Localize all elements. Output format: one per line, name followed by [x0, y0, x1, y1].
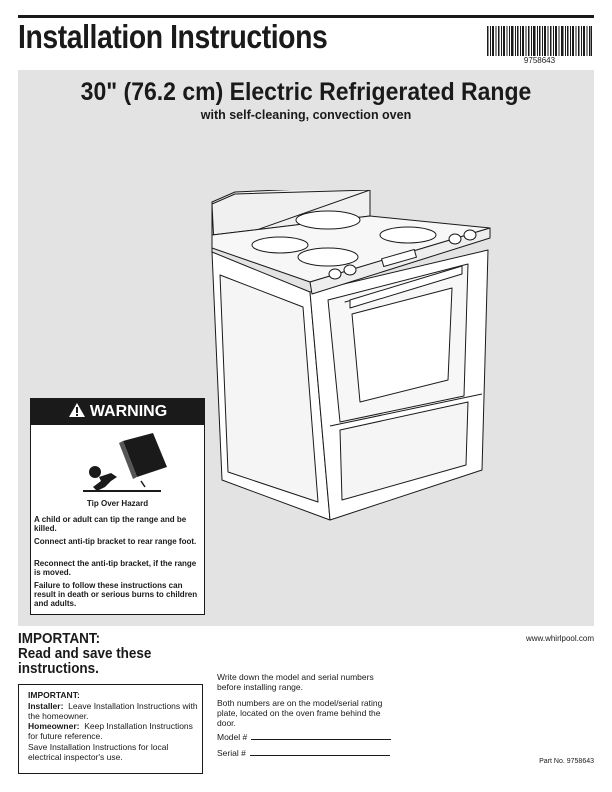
barcode — [487, 26, 592, 56]
important-heading — [18, 632, 151, 677]
website-link[interactable]: www.whirlpool.com — [525, 634, 594, 643]
rating-plate-location: Both numbers are on the model/serial rating plate, located on the oven frame behind the door. — [217, 698, 383, 728]
important-heading-line: Read and save these — [18, 646, 152, 662]
serial-number-field[interactable] — [217, 747, 390, 758]
model-label: Model # — [217, 732, 248, 742]
tip-over-hazard-icon — [71, 431, 171, 496]
important-heading-line: IMPORTANT: — [18, 631, 101, 647]
serial-number-line[interactable] — [250, 747, 390, 756]
important-note-box — [18, 684, 203, 774]
product-subtitle: with self-cleaning, convection oven — [200, 108, 412, 122]
installer-note — [28, 702, 200, 722]
warning-header-label: WARNING — [89, 403, 168, 420]
product-title: 30" (76.2 cm) Electric Refrigerated Range — [80, 78, 532, 106]
important-heading-line: instructions. — [18, 661, 99, 677]
installer-label: Installer: — [28, 701, 64, 711]
warning-box — [30, 398, 205, 615]
hazard-title: Tip Over Hazard — [86, 499, 149, 508]
warning-header — [31, 399, 204, 425]
serial-label: Serial # — [217, 748, 246, 758]
important-note-title: IMPORTANT: — [28, 690, 80, 700]
warning-line: Failure to follow these instructions can result in death or serious burns to children and adults. — [34, 581, 198, 608]
record-instructions: Write down the model and serial numbers before installing range. — [217, 672, 374, 692]
homeowner-text: Keep Installation Instructions for future reference. — [28, 721, 193, 741]
inspector-note: Save Installation Instructions for local electrical inspector's use. — [28, 742, 169, 762]
barcode-number: 9758643 — [523, 56, 556, 65]
document-title: Installation Instructions — [18, 18, 328, 55]
model-number-field[interactable] — [217, 731, 391, 742]
warning-triangle-icon — [68, 402, 86, 418]
installer-text: Leave Installation Instructions with the homeowner. — [28, 701, 198, 721]
warning-line: Connect anti-tip bracket to rear range foot. — [34, 537, 197, 546]
model-number-line[interactable] — [251, 731, 391, 740]
homeowner-label: Homeowner: — [28, 721, 80, 731]
homeowner-note — [28, 722, 200, 742]
warning-line: A child or adult can tip the range and be killed. — [34, 515, 187, 533]
warning-line: Reconnect the anti-tip bracket, if the range is moved. — [34, 559, 197, 577]
part-number: Part No. 9758643 — [539, 758, 594, 765]
range-illustration — [200, 190, 500, 530]
